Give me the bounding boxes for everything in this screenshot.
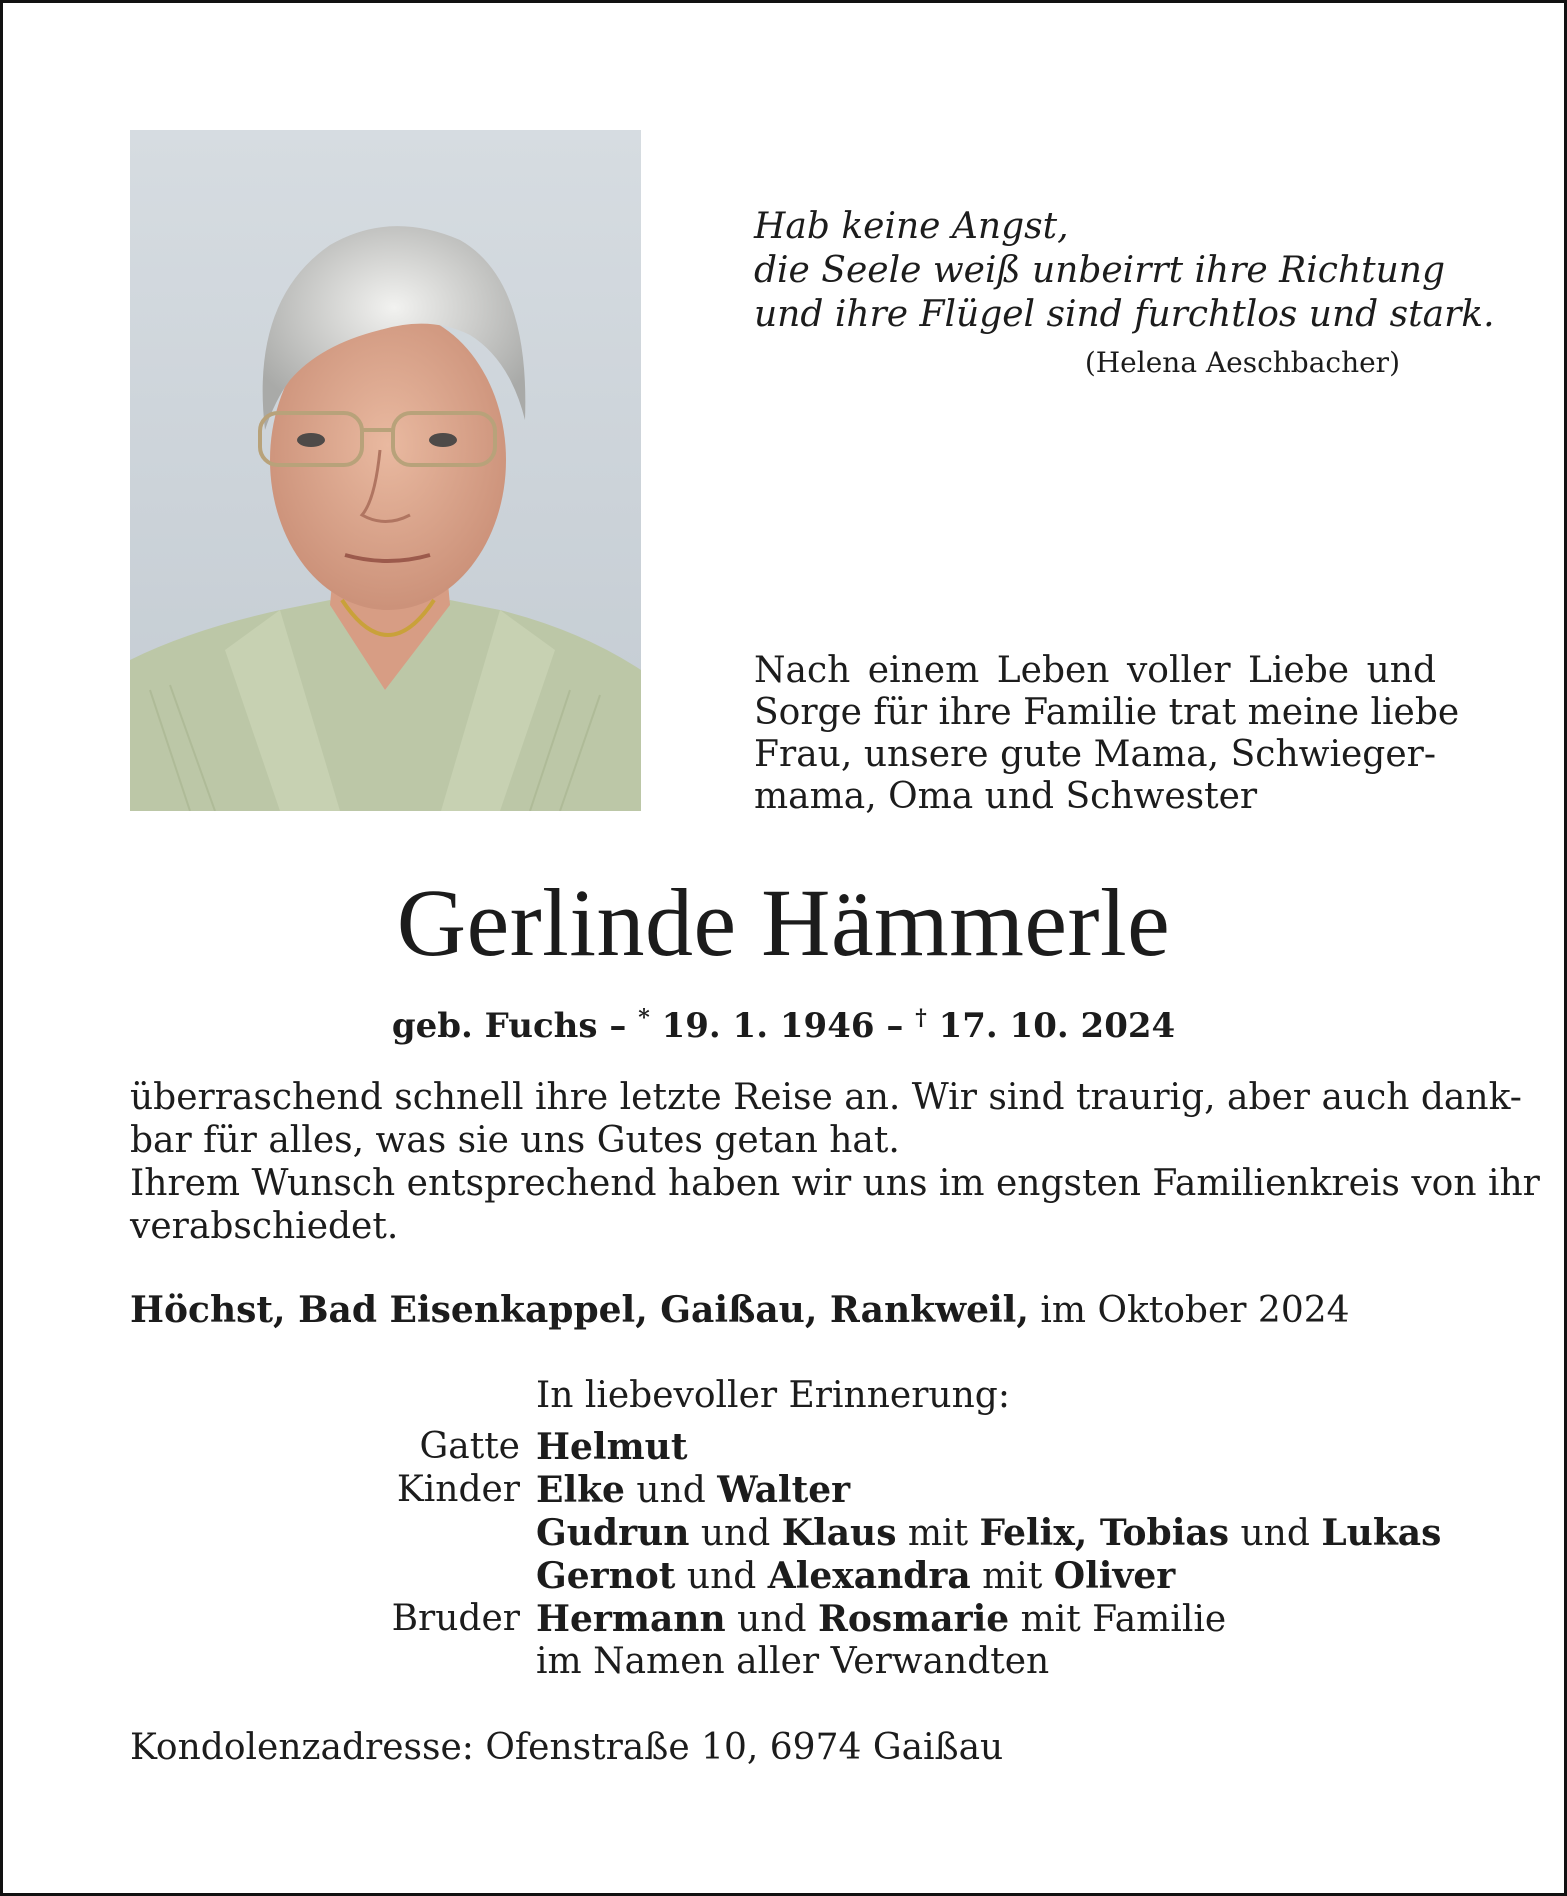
body-line: verabschiedet.	[130, 1206, 399, 1247]
relation-label: Bruder	[391, 1598, 520, 1639]
conjunction: und	[636, 1470, 706, 1511]
intro-line: Nach einem Leben voller Liebe und	[754, 650, 1436, 691]
relation-label: Kinder	[396, 1469, 520, 1510]
family-name: Oliver	[1053, 1555, 1176, 1597]
conjunction: und	[700, 1513, 771, 1554]
life-dates: geb. Fuchs – * 19. 1. 1946 – † 17. 10. 2024	[391, 1005, 1176, 1046]
body-paragraph	[130, 1076, 1540, 1248]
memory-heading: In liebevoller Erinnerung:	[536, 1375, 1010, 1416]
family-name: Elke	[536, 1469, 625, 1511]
maiden-name: geb. Fuchs	[391, 1006, 598, 1046]
conjunction: mit Familie	[1020, 1599, 1227, 1640]
family-name: Lukas	[1321, 1512, 1442, 1554]
intro-line: mama, Oma und Schwester	[754, 776, 1258, 817]
notice-date: im Oktober 2024	[1040, 1290, 1350, 1331]
family-list	[300, 1426, 1441, 1683]
body-line: überraschend schnell ihre letzte Reise an. Wir sind traurig, aber auch dank-	[130, 1077, 1522, 1118]
family-row-bruder	[300, 1598, 1441, 1641]
intro-paragraph	[754, 650, 1460, 818]
family-name: Felix, Tobias	[979, 1512, 1229, 1554]
family-row-gatte	[300, 1426, 1441, 1469]
quote-author: (Helena Aeschbacher)	[1084, 346, 1400, 379]
places-line	[130, 1288, 1437, 1333]
condolence-address: Kondolenzadresse: Ofenstraße 10, 6974 Gaißau	[130, 1727, 1004, 1768]
conjunction: mit	[907, 1513, 969, 1554]
closing-line: im Namen aller Verwandten	[536, 1641, 1050, 1682]
family-row-kinder-2	[300, 1512, 1441, 1555]
family-name: Gernot	[536, 1555, 676, 1597]
portrait-photo	[130, 130, 641, 811]
conjunction: und	[1240, 1513, 1310, 1554]
family-row-kinder-3	[300, 1555, 1441, 1598]
poem-quote	[754, 205, 1495, 337]
birth-date: 19. 1. 1946	[661, 1006, 875, 1046]
family-name: Klaus	[781, 1512, 897, 1554]
family-name: Walter	[717, 1469, 851, 1511]
death-date: 17. 10. 2024	[938, 1006, 1176, 1046]
birth-mark: *	[638, 1005, 650, 1031]
conjunction: mit	[982, 1556, 1043, 1597]
quote-line: die Seele weiß unbeirrt ihre Richtung	[754, 250, 1446, 291]
family-row-kinder	[300, 1469, 1441, 1512]
deceased-name: Gerlinde Hämmerle	[396, 869, 1171, 976]
body-line: bar für alles, was sie uns Gutes getan hat.	[130, 1120, 900, 1161]
quote-line: Hab keine Angst,	[754, 206, 1069, 247]
family-name: Helmut	[536, 1426, 688, 1468]
family-name: Rosmarie	[817, 1598, 1010, 1640]
family-name: Alexandra	[767, 1555, 971, 1597]
death-mark: †	[915, 1005, 927, 1031]
body-line: Ihrem Wunsch entsprechend haben wir uns im engsten Familienkreis von ihr	[130, 1163, 1540, 1204]
quote-line: und ihre Flügel sind furchtlos und stark.	[754, 294, 1495, 335]
intro-line: Frau, unsere gute Mama, Schwieger-	[754, 734, 1436, 775]
family-name: Hermann	[536, 1598, 726, 1640]
conjunction: und	[737, 1599, 807, 1640]
family-row-closing	[300, 1641, 1441, 1683]
relation-label: Gatte	[419, 1426, 520, 1467]
conjunction: und	[686, 1556, 757, 1597]
family-name: Gudrun	[536, 1512, 690, 1554]
place-names: Höchst, Bad Eisenkappel, Gaißau, Rankweil,	[130, 1289, 1029, 1331]
intro-line: Sorge für ihre Familie trat meine liebe	[754, 692, 1460, 733]
